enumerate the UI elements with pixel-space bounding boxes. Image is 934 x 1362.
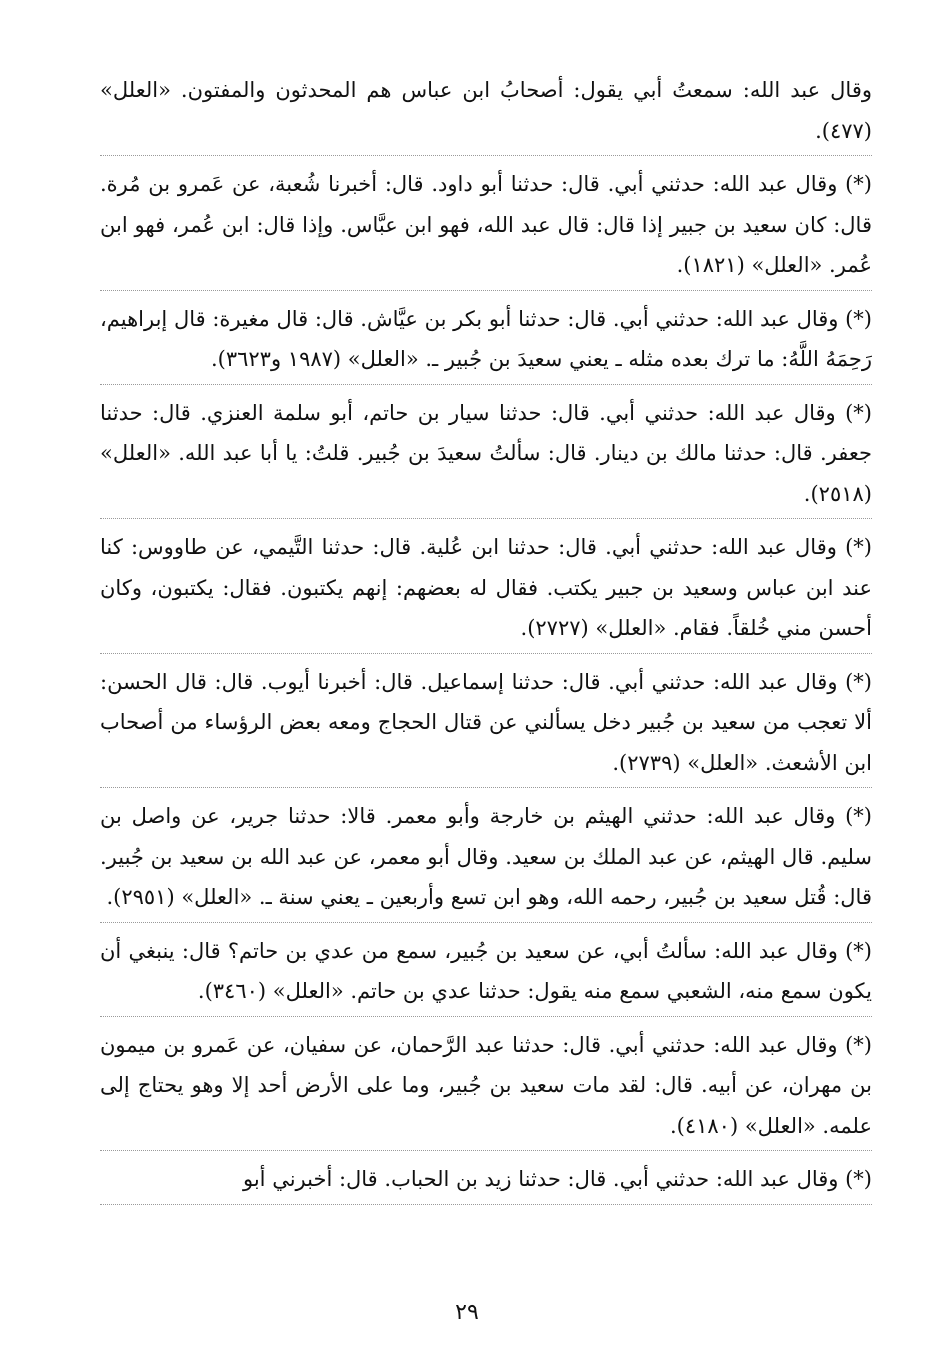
paragraph-9: (*) وقال عبد الله: حدثني أبي. قال: حدثنا عبد الرَّحمان، عن سفيان، عن عَمرو بن ميمون بن مهران، عن أبيه. قال: لقد مات سعيد بن جُبير، وما على الأرض أحد إلا وهو يحتاج إلى علمه. «العلل» (٤١٨٠). bbox=[100, 1025, 872, 1152]
paragraph-5: (*) وقال عبد الله: حدثني أبي. قال: حدثنا ابن عُلية. قال: حدثنا التَّيمي، عن طاووس: كنا عند ابن عباس وسعيد بن جبير يكتب. فقال له بعضهم: إنهم يكتبون. فقال: يكتبون، وكان أحسن مني خُلقاً. فقام. «العلل» (٢٧٢٧). bbox=[100, 527, 872, 654]
paragraph-10: (*) وقال عبد الله: حدثني أبي. قال: حدثنا زيد بن الحباب. قال: أخبرني أبو bbox=[100, 1159, 872, 1205]
paragraph-3: (*) وقال عبد الله: حدثني أبي. قال: حدثنا أبو بكر بن عيَّاش. قال: قال مغيرة: قال إبراهيم، رَحِمَهُ اللَّهُ: ما ترك بعده مثله ـ يعني سعيدَ بن جُبير ـ. «العلل» (١٩٨٧ و٣٦٢٣). bbox=[100, 299, 872, 385]
paragraph-1: وقال عبد الله: سمعتُ أبي يقول: أصحابُ ابن عباس هم المحدثون والمفتون. «العلل» (٤٧٧). bbox=[100, 70, 872, 156]
paragraph-7: (*) وقال عبد الله: حدثني الهيثم بن خارجة وأبو معمر. قالا: حدثنا جرير، عن واصل بن سليم. قال الهيثم، عن عبد الملك بن سعيد. وقال أبو معمر، عن عبد الله بن سعيد بن جُبير. قال: قُتل سعيد بن جُبير، رحمه الله، وهو ابن تسع وأربعين ـ يعني سنة ـ. «العلل» (٢٩٥١). bbox=[100, 796, 872, 923]
paragraph-4: (*) وقال عبد الله: حدثني أبي. قال: حدثنا سيار بن حاتم، أبو سلمة العنزي. قال: حدثنا جعفر. قال: حدثنا مالك بن دينار. قال: سألتُ سعيدَ بن جُبير. قلتُ: يا أبا عبد الله. «العلل» (٢٥١٨). bbox=[100, 393, 872, 520]
paragraph-2: (*) وقال عبد الله: حدثني أبي. قال: حدثنا أبو داود. قال: أخبرنا شُعبة، عن عَمرو بن مُرة. قال: كان سعيد بن جبير إذا قال: قال عبد الله، فهو ابن عبَّاس. وإذا قال: ابن عُمر، فهو ابن عُمر. «العلل» (١٨٢١). bbox=[100, 164, 872, 291]
paragraph-6: (*) وقال عبد الله: حدثني أبي. قال: حدثنا إسماعيل. قال: أخبرنا أيوب. قال: قال الحسن: ألا تعجب من سعيد بن جُبير دخل يسألني عن قتال الحجاج ومعه بعض الرؤساء من أصحاب ابن الأشعث. «العلل» (٢٧٣٩). bbox=[100, 662, 872, 789]
paragraph-8: (*) وقال عبد الله: سألتُ أبي، عن سعيد بن جُبير، سمع من عدي بن حاتم؟ قال: ينبغي أن يكون سمع منه، الشعبي سمع منه يقول: حدثنا عدي بن حاتم. «العلل» (٣٤٦٠). bbox=[100, 931, 872, 1017]
page-number: ٢٩ bbox=[455, 1300, 479, 1325]
